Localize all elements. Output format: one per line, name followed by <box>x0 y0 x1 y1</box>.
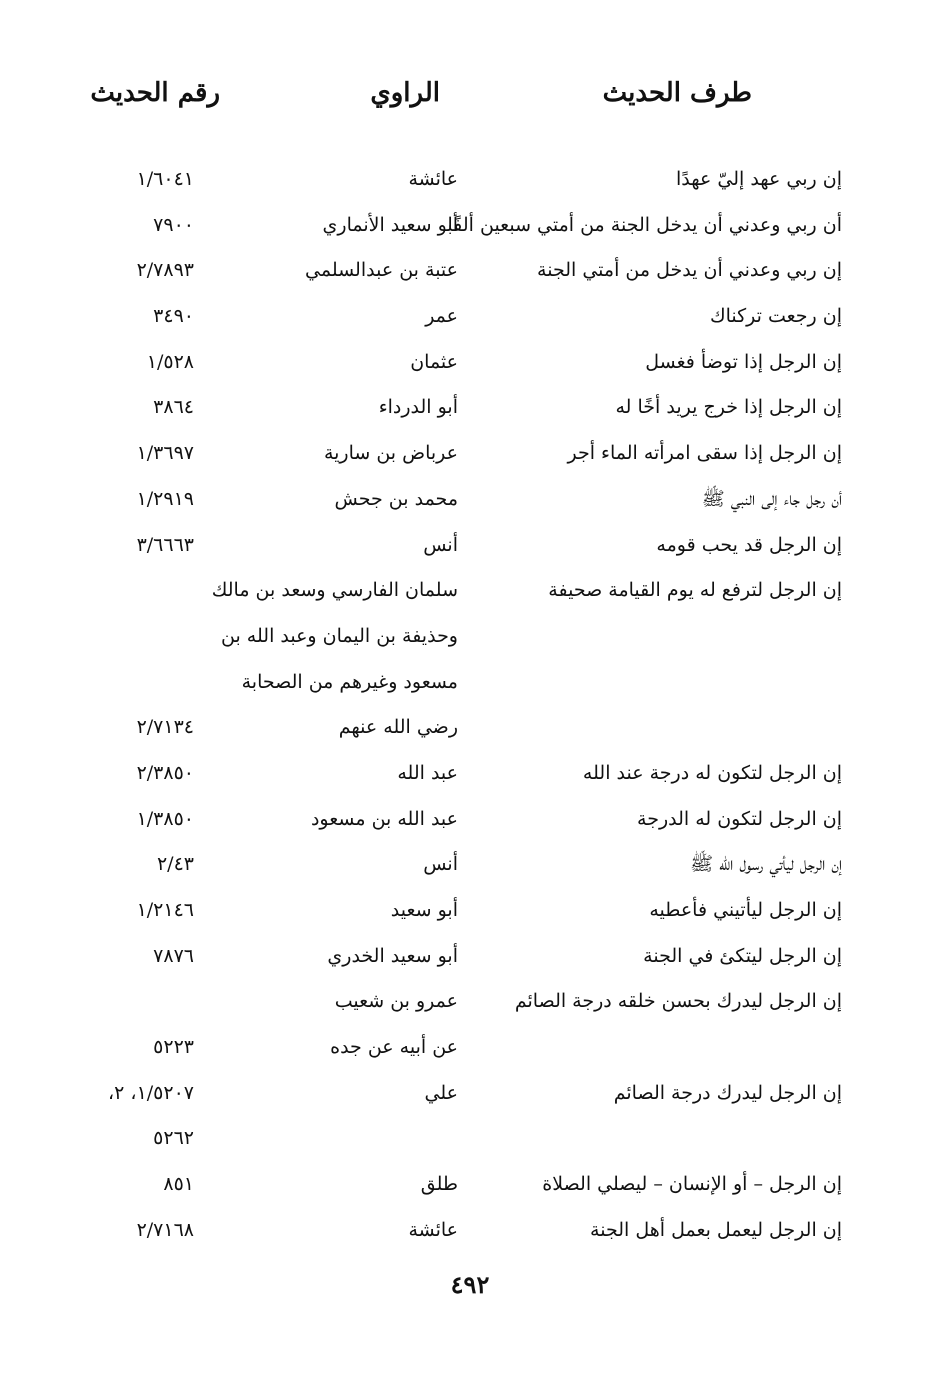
table-row <box>0 706 940 752</box>
narrator-cell: أبو سعيد الخدري <box>327 944 458 967</box>
table-row <box>0 524 940 570</box>
hadith-start-cell: إن الرجل ليدرك درجة الصائم <box>613 1081 842 1104</box>
hadith-start-cell: إن الرجل إذا توضأ فغسل <box>645 350 842 373</box>
hadith-start-cell: إن الرجل – أو الإنسان – ليصلي الصلاة <box>542 1173 842 1196</box>
narrator-cell: علي <box>424 1081 458 1104</box>
table-row <box>0 798 940 844</box>
table-row <box>0 980 940 1026</box>
narrator-cell: عن أبيه عن جده <box>330 1036 458 1059</box>
narrator-cell: أنس <box>423 853 458 876</box>
narrator-cell: أبو الدرداء <box>378 396 458 419</box>
narrator-cell: أبو سعيد الأنماري <box>322 213 458 236</box>
table-row <box>0 386 940 432</box>
header-narrator: الراوي <box>370 78 440 108</box>
hadith-index-table <box>0 158 940 1255</box>
table-row <box>0 1163 940 1209</box>
hadith-start-cell: إن الرجل لترفع له يوم القيامة صحيفة <box>548 579 842 602</box>
hadith-number-cell: ٥٢٦٢ <box>153 1127 194 1150</box>
narrator-cell: عثمان <box>410 350 458 373</box>
narrator-cell: وحذيفة بن اليمان وعبد الله بن <box>221 624 458 647</box>
table-row <box>0 249 940 295</box>
table-row <box>0 889 940 935</box>
hadith-number-cell: ٣٤٩٠ <box>153 305 194 328</box>
table-row <box>0 661 940 707</box>
hadith-number-cell: ٢/٧١٦٨ <box>136 1218 194 1241</box>
hadith-start-cell: إن الرجل ليعمل بعمل أهل الجنة <box>590 1218 842 1241</box>
hadith-number-cell: ٣٨٦٤ <box>153 396 194 419</box>
hadith-number-cell: ١/٣٨٥٠ <box>136 807 194 830</box>
hadith-start-cell: إن الرجل قد يحب قومه <box>656 533 842 556</box>
narrator-cell: عبد الله بن مسعود <box>310 807 458 830</box>
narrator-cell: عائشة <box>408 168 458 190</box>
table-row <box>0 843 940 889</box>
table-row <box>0 1026 940 1072</box>
narrator-cell: عتبة بن عبدالسلمي <box>305 259 458 282</box>
header-hadith-start: طرف الحديث <box>602 78 752 108</box>
hadith-number-cell: ١/٣٦٩٧ <box>136 442 194 465</box>
hadith-number-cell: ٢/٤٣ <box>156 853 194 876</box>
narrator-cell: محمد بن جحش <box>334 487 458 510</box>
column-headers <box>0 78 940 126</box>
page-number: ٤٩٢ <box>450 1270 490 1299</box>
hadith-start-cell: إن الرجل ليتكئ في الجنة <box>643 944 842 967</box>
table-row <box>0 569 940 615</box>
hadith-start-cell: إن ربي وعدني أن يدخل من أمتي الجنة <box>537 259 842 282</box>
hadith-start-cell: إن الرجل لتكون له درجة عند الله <box>582 761 842 784</box>
hadith-start-cell: إن ربي عهد إليّ عهدًا <box>675 168 842 190</box>
hadith-number-cell: ٣/٦٦٦٣ <box>136 533 194 556</box>
hadith-start-cell: إن الرجل ليدرك بحسن خلقه درجة الصائم <box>514 990 842 1013</box>
table-row <box>0 341 940 387</box>
hadith-number-cell: ٧٩٠٠ <box>153 213 194 236</box>
hadith-number-cell: ١/٢٩١٩ <box>136 487 194 510</box>
hadith-start-cell: إن الرجل ليأتي رسول الله ﷺ <box>690 853 842 876</box>
table-row <box>0 158 940 204</box>
hadith-number-cell: ١/٥٢٠٧، ٢، <box>108 1081 194 1104</box>
hadith-number-cell: ١/٢١٤٦ <box>136 899 194 921</box>
narrator-cell: أنس <box>423 533 458 556</box>
narrator-cell: سلمان الفارسي وسعد بن مالك <box>211 579 458 602</box>
table-row <box>0 432 940 478</box>
table-row <box>0 1209 940 1255</box>
hadith-number-cell: ٧٨٧٦ <box>153 944 194 967</box>
narrator-cell: عمر <box>425 305 458 328</box>
narrator-cell: عائشة <box>408 1218 458 1241</box>
hadith-number-cell: ١/٥٢٨ <box>146 350 194 373</box>
hadith-start-cell: إن الرجل ليأتيني فأعطيه <box>649 899 842 921</box>
narrator-cell: رضي الله عنهم <box>338 716 458 739</box>
hadith-number-cell: ٢/٣٨٥٠ <box>136 761 194 784</box>
hadith-number-cell: ٥٢٢٣ <box>153 1036 194 1059</box>
table-row <box>0 752 940 798</box>
table-row <box>0 295 940 341</box>
table-row <box>0 1072 940 1118</box>
table-row <box>0 935 940 981</box>
hadith-start-cell: إن الرجل لتكون له الدرجة <box>637 807 842 830</box>
table-row <box>0 615 940 661</box>
table-row <box>0 204 940 250</box>
narrator-cell: عمرو بن شعيب <box>334 990 458 1013</box>
table-row <box>0 1117 940 1163</box>
hadith-number-cell: ٢/٧٨٩٣ <box>136 259 194 282</box>
header-hadith-number: رقم الحديث <box>90 78 220 108</box>
table-row <box>0 478 940 524</box>
hadith-number-cell: ١/٦٠٤١ <box>136 168 194 190</box>
narrator-cell: طلق <box>420 1173 458 1196</box>
narrator-cell: أبو سعيد <box>390 899 458 921</box>
narrator-cell: مسعود وغيرهم من الصحابة <box>241 670 458 693</box>
hadith-number-cell: ٢/٧١٣٤ <box>136 716 194 739</box>
hadith-number-cell: ٨٥١ <box>163 1173 194 1196</box>
narrator-cell: عرباض بن سارية <box>323 442 458 465</box>
hadith-start-cell: أن ربي وعدني أن يدخل الجنة من أمتي سبعين ألفًا <box>447 213 842 236</box>
hadith-start-cell: إن رجعت تركناك <box>709 305 842 328</box>
narrator-cell: عبد الله <box>397 761 458 784</box>
hadith-start-cell: أن رجل جاء إلى النبي ﷺ <box>701 487 842 510</box>
hadith-start-cell: إن الرجل إذا سقى امرأته الماء أجر <box>567 442 842 465</box>
hadith-start-cell: إن الرجل إذا خرج يريد أخًا له <box>615 396 842 419</box>
